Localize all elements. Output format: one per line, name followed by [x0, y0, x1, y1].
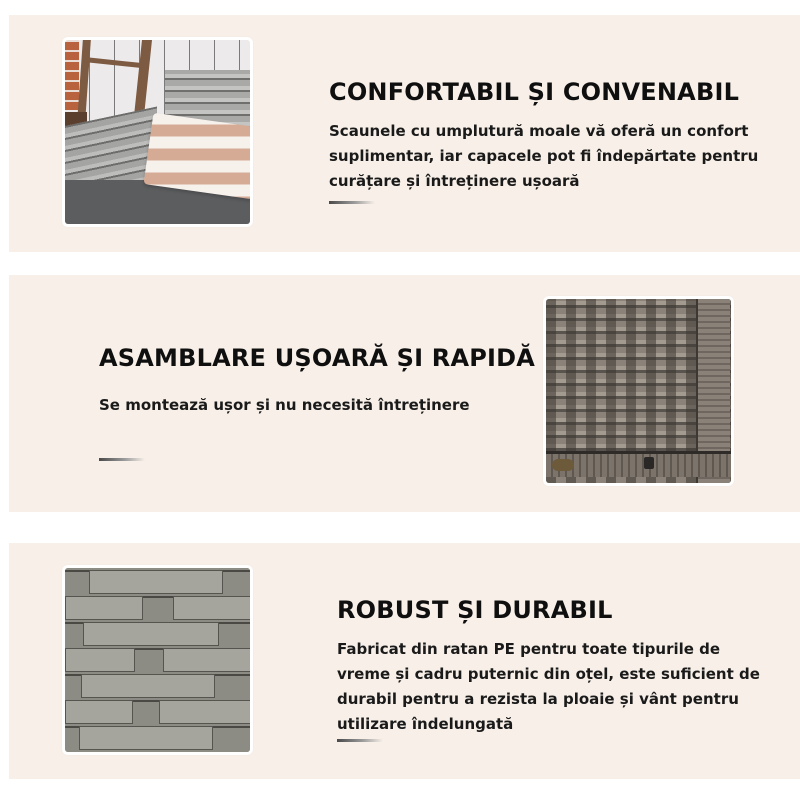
gradient-divider [329, 201, 375, 204]
feature-text-comfort [329, 77, 769, 194]
feature-text-durability [337, 595, 777, 737]
feature-description: Se montează ușor și nu necesită întreținere [99, 396, 470, 414]
feature-panel-assembly [9, 275, 800, 512]
sofa-pillow-photo [62, 37, 253, 227]
feature-heading: CONFORTABIL ȘI CONVENABIL [329, 78, 740, 106]
feature-description: Fabricat din ratan PE pentru toate tipurile de vreme și cadru puternic din oțel, este suficient de durabil pentru a rezista la ploaie și vânt pentru utilizare îndelungată [337, 640, 760, 733]
gradient-divider [99, 458, 145, 461]
rattan-frame-photo [543, 296, 734, 486]
feature-panel-comfort [9, 15, 800, 252]
rattan-weave-photo [62, 565, 253, 755]
feature-panel-durability [9, 543, 800, 779]
feature-heading: ASAMBLARE UȘOARĂ ȘI RAPIDĂ [99, 344, 536, 372]
gradient-divider [337, 739, 383, 742]
feature-text-assembly [99, 343, 539, 418]
feature-description: Scaunele cu umplutură moale vă oferă un confort suplimentar, iar capacele pot fi îndepărtate pentru curățare și întreținere ușoară [329, 122, 759, 190]
feature-heading: ROBUST ȘI DURABIL [337, 596, 613, 624]
